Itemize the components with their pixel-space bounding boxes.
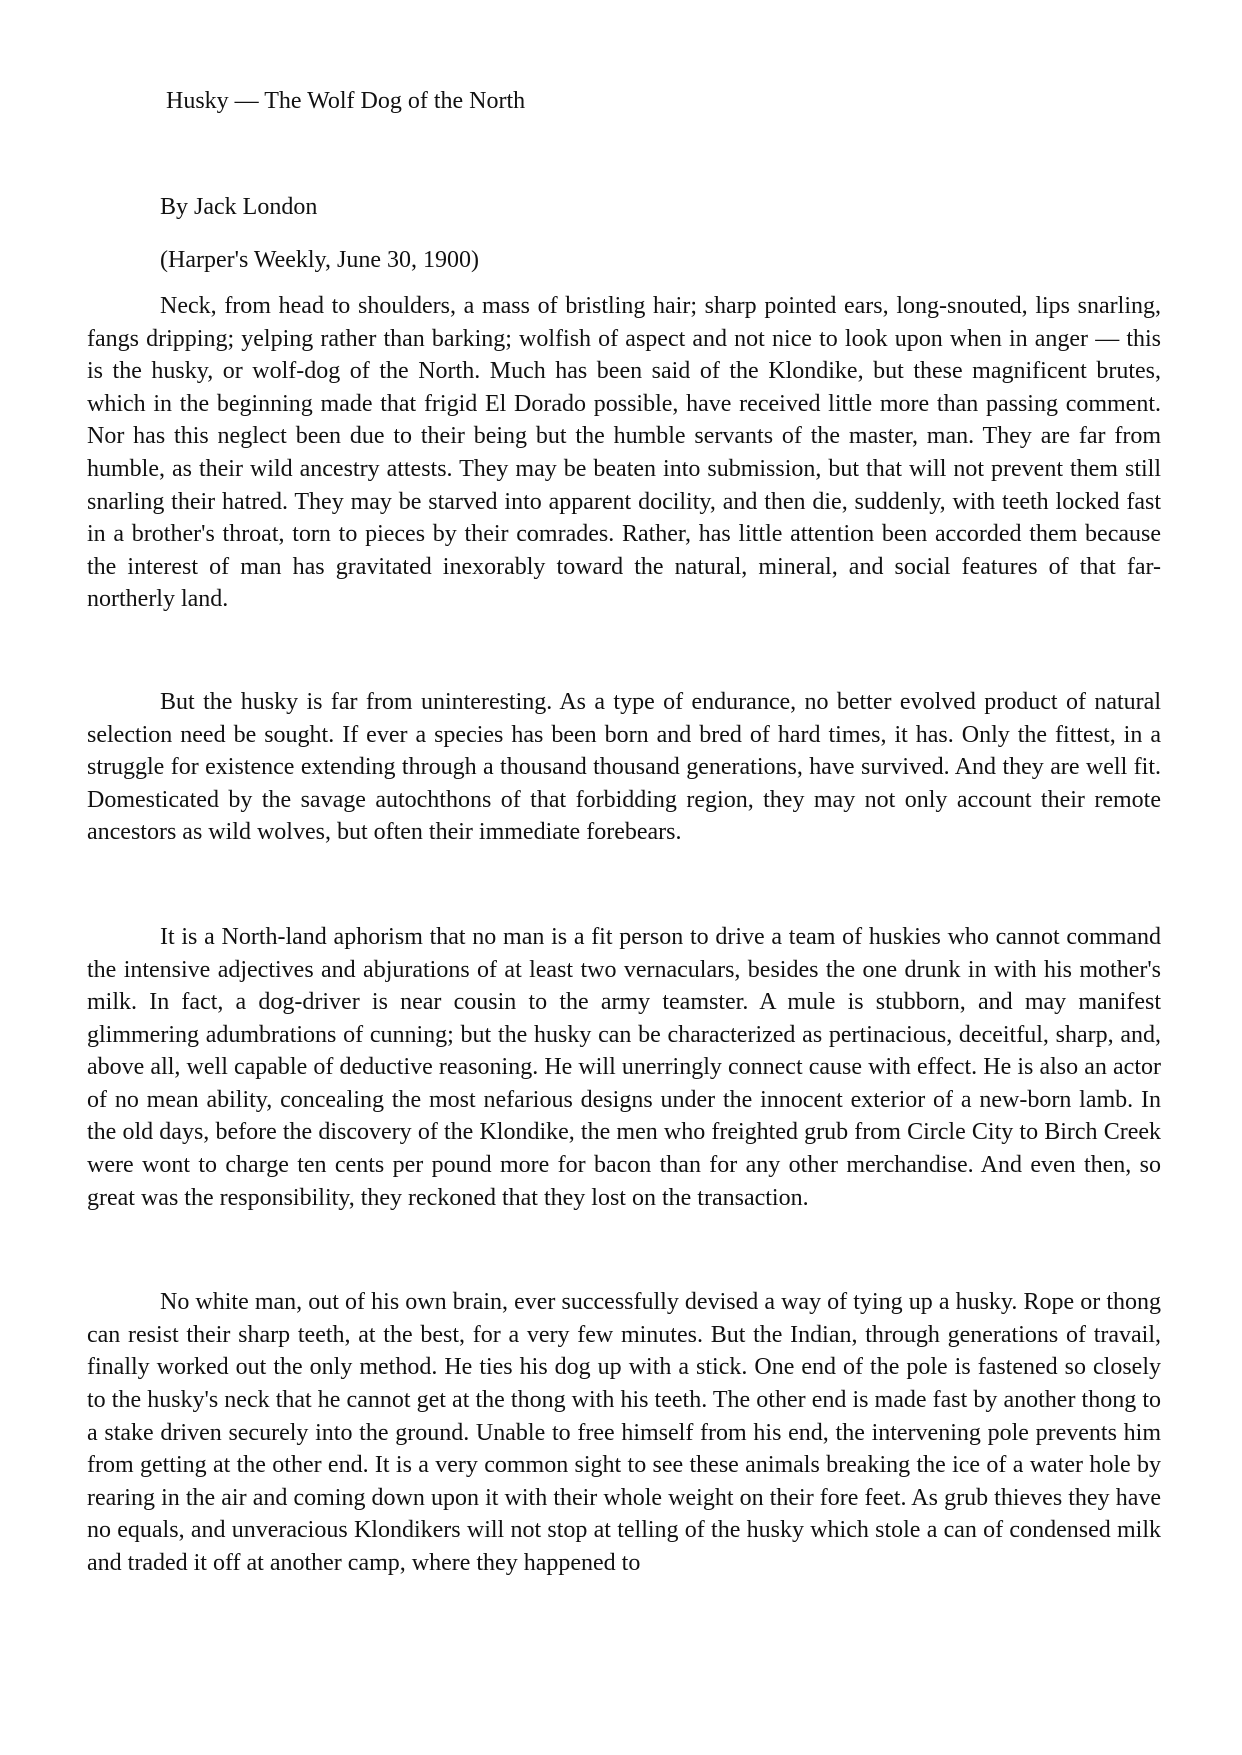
- paragraph: It is a North-land aphorism that no man is a fit person to drive a team of huskies who cannot command the intensive adjectives and abjurations of at least two vernaculars, besides the one drunk in with his mother's milk. In fact, a dog-driver is near cousin to the army teamster. A mule is stubborn, and may manifest glimmering adumbrations of cunning; but the husky can be characterized as pertinacious, deceitful, sharp, and, above all, well capable of deductive reasoning. He will unerringly connect cause with effect. He is also an actor of no mean ability, concealing the most nefarious designs under the innocent exterior of a new-born lamb. In the old days, before the discovery of the Klondike, the men who freighted grub from Circle City to Birch Creek were wont to charge ten cents per pound more for bacon than for any other merchandise. And even then, so great was the responsibility, they reckoned that they lost on the transaction.: [87, 923, 1161, 1211]
- paragraph: Neck, from head to shoulders, a mass of bristling hair; sharp pointed ears, long-snouted, lips snarling, fangs dripping; yelping rather than barking; wolfish of aspect and not nice to look upon when in anger — this is the husky, or wolf-dog of the North. Much has been said of the Klondike, but these magnificent brutes, which in the beginning made that frigid El Dorado possible, have received little more than passing comment. Nor has this neglect been due to their being but the humble servants of the master, man. They are far from humble, as their wild ancestry attests. They may be beaten into submission, but that will not prevent them still snarling their hatred. They may be starved into apparent docility, and then die, suddenly, with teeth locked fast in a brother's throat, torn to pieces by their comrades. Rather, has little attention been accorded them because the interest of man has gravitated inexorably toward the natural, mineral, and social features of that far-northerly land.: [87, 293, 1161, 613]
- author-byline: By Jack London: [160, 194, 318, 220]
- document-title: Husky — The Wolf Dog of the North: [166, 88, 526, 114]
- paragraph: No white man, out of his own brain, ever successfully devised a way of tying up a husky. Rope or thong can resist their sharp teeth, at the best, for a very few minutes. But the Indian, through generations of travail, finally worked out the only method. He ties his dog up with a stick. One end of the pole is fastened so closely to the husky's neck that he cannot get at the thong with his teeth. The other end is made fast by another thong to a stake driven securely into the ground. Unable to free himself from his end, the intervening pole prevents him from getting at the other end. It is a very common sight to see these animals breaking the ice of a water hole by rearing in the air and coming down upon it with their whole weight on their fore feet. As grub thieves they have no equals, and unveracious Klondikers will not stop at telling of the husky which stole a can of condensed milk and traded it off at another camp, where they happened to: [87, 1289, 1161, 1576]
- publication-source: (Harper's Weekly, June 30, 1900): [160, 247, 479, 273]
- paragraph: But the husky is far from uninteresting. As a type of endurance, no better evolved product of natural selection need be sought. If ever a species has been born and bred of hard times, it has. Only the fittest, in a struggle for existence extending through a thousand thousand generations, have survived. And they are well fit. Domesticated by the savage autochthons of that forbidding region, they may not only account their remote ancestors as wild wolves, but often their immediate forebears.: [87, 688, 1161, 846]
